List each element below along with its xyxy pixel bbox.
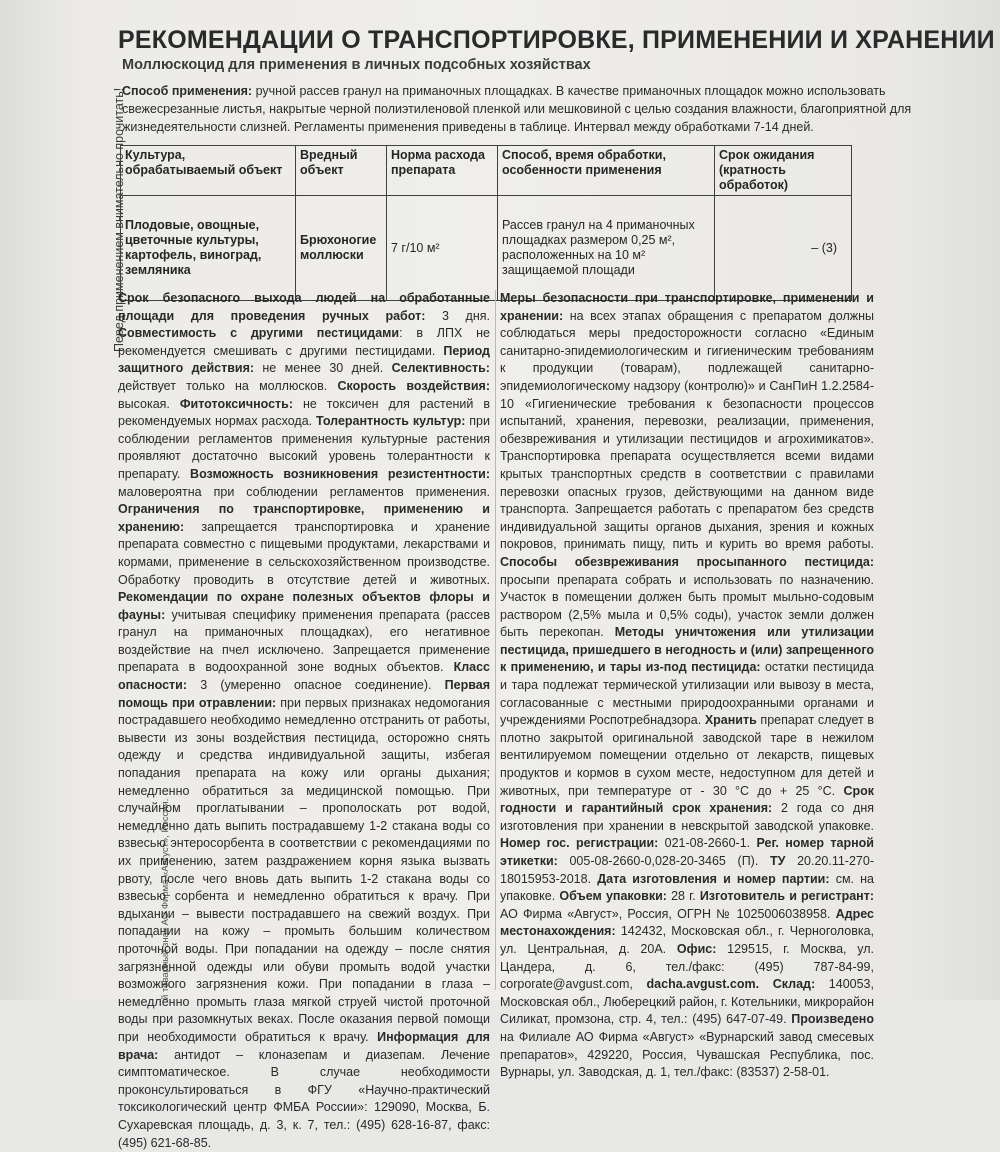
section-label: Класс опасности:: [118, 660, 490, 693]
left-column-text: [118, 290, 490, 1152]
section-text: 129515, г. Москва, ул. Цандера, д. 6, тел./факс: (495) 787-84-99, corporate@avgust.com,: [500, 941, 874, 992]
section-label: Номер гос. регистрации:: [500, 836, 659, 851]
section-text: высокая.: [118, 396, 180, 411]
section-text: АО Фирма «Август», Россия, ОГРН № 1025006038958.: [500, 906, 836, 921]
section-label: Произведено: [791, 1012, 874, 1027]
section-label: Дата изготовления и номер партии:: [597, 871, 830, 886]
section-label: Хранить: [704, 713, 757, 728]
section-text: 28 г.: [666, 889, 700, 904]
section-label: Фитотоксичность:: [179, 396, 294, 411]
section-label: Методы уничтожения или утилизации пестицида, пришедшего в негодность и (или) запрещенного к применению, и тары из-под пестицида:: [500, 625, 875, 675]
side-trademark: й товарный знак АО Фирма «Август», Россия.: [160, 798, 171, 1000]
section-text: не менее 30 дней.: [254, 361, 392, 376]
application-method-label: Способ применения:: [122, 84, 253, 98]
section-label: Ограничения по транспортировке, применению и хранению:: [118, 502, 490, 534]
right-column: [500, 290, 874, 1082]
page-title: РЕКОМЕНДАЦИИ О ТРАНСПОРТИРОВКЕ, ПРИМЕНЕНИИ И ХРАНЕНИИ: [118, 26, 995, 54]
section-text: препарат следует в плотно закрытой оригинальной заводской таре в нежилом вентилируемом помещении отдельно от лекарств, пищевых продуктов и кормов в сухом месте, недоступном для детей и животных, при температуре от - 30 °С до + 25 °С.: [500, 713, 874, 798]
section-text: 005-08-2660-0,028-20-3465 (П).: [557, 854, 770, 868]
section-text: запрещается транспортировка и хранение препарата совместно с пищевыми продуктами, лекарствами и кормами, применение в сельскохозяйственном производстве. Обработку проводить в отсутствие детей и животных.: [118, 519, 490, 587]
website-link[interactable]: dacha.avgust.com.: [646, 977, 760, 992]
section-label: Офис:: [676, 941, 717, 956]
table-cell: – (3): [715, 196, 852, 301]
column-divider: [495, 290, 496, 990]
table-header-row: [121, 146, 852, 196]
table-header-cell: Срок ожидания (кратность обработок): [715, 146, 852, 196]
table-header-cell: Норма расхода препарата: [387, 146, 498, 196]
table-header-cell: Вредный объект: [296, 146, 387, 196]
section-label: Первая помощь при отравлении:: [118, 678, 490, 710]
section-text: не токсичен для растений в рекомендуемых нормах расхода.: [118, 396, 490, 429]
application-method-text: ручной рассев гранул на приманочных площадках. В качестве приманочных площадок можно использовать свежесрезанные листья, накрытые черной полиэтиленовой пленкой или мешковиной с целью создания влажности, благоприятной для жизнедеятельности слизней. Регламенты применения приведены в таблице. Интервал между обработками 7-14 дней.: [122, 84, 912, 134]
section-text: см. на упаковке.: [500, 871, 875, 904]
section-label: Рег. номер тарной этикетки:: [500, 836, 874, 868]
table-header-cell: Способ, время обработки, особенности применения: [498, 146, 715, 196]
application-method: [122, 82, 984, 136]
table-cell: 7 г/10 м²: [387, 196, 498, 301]
section-label: Срок безопасного выхода людей на обработанные площади для проведения ручных работ:: [118, 291, 490, 323]
section-text: 3 (умеренно опасное соединение).: [187, 678, 445, 693]
section-label: Рекомендации по охране полезных объектов флоры и фауны:: [118, 590, 490, 622]
section-label: Объем упаковки:: [559, 889, 667, 904]
left-column: [118, 290, 490, 1152]
section-text: на всех этапах обращения с препаратом должны соблюдаться меры предосторожности согласно «Единым санитарно-эпидемиологическим и гигиеническим требованиям к продукции (товарам), подлежащей санитарно-эпидемиологическому надзору (контролю)» и СанПиН 1.2.2584-10 «Гигиенические требования к безопасности процессов испытаний, хранения, перевозки, реализации, применения, обезвреживания и утилизации пестицидов и агрохимикатов». Транспортировка препарата осуществляется всеми видами крытых транспортных средств в соответствии с правилами перевозки опасных грузов, действующими на данном виде транспорта. Запрещается работать с препаратом без средств индивидуальной защиты органов дыхания, зрения и кожных покровов, принимать пищу, пить и курить во время работы.: [500, 308, 874, 552]
table-cell: Брюхоногие моллюски: [296, 196, 387, 301]
section-text: : в ЛПХ не рекомендуется смешивать с другими пестицидами.: [118, 326, 490, 358]
section-text: 140053, Московская обл., Люберецкий район, г. Котельники, микрорайон Силикат, промзона, стр. 4, тел.: (495) 647-07-49.: [500, 977, 874, 1027]
section-text: остатки пестицида и тара подлежат термической утилизации или вывозу в места, согласованные с местными природоохранными органами и учреждениями Роспотребнадзора.: [500, 660, 875, 728]
section-text: учитывая специфику применения препарата (рассев гранул на приманочных площадках), его негативное воздействие на пчел исключено. Запрещается применение препарата в водоохранной зоне водных объектов.: [118, 607, 490, 675]
section-text: 021-08-2660-1.: [658, 836, 757, 851]
section-label: Способы обезвреживания просыпанного пестицида:: [500, 554, 874, 569]
table-row: [121, 196, 852, 301]
section-text: 142432, Московская обл., г. Черноголовка, ул. Центральная, д. 20А.: [500, 924, 874, 956]
section-label: Толерантность культур:: [316, 414, 466, 429]
section-label: Склад:: [772, 977, 816, 992]
section-label: Скорость воздействия:: [337, 378, 490, 393]
section-text: маловероятна при соблюдении регламентов применения.: [118, 484, 490, 499]
section-label: Селективность:: [391, 361, 490, 376]
section-text: 2 года со дня изготовления при хранении в невскрытой заводской упаковке.: [500, 801, 874, 833]
section-text: просыпи препарата собрать и использовать по назначению. Участок в помещении должен быть промыт мыльно-содовым раствором (2,5% мыла и 0,5% соды), участок земли должен быть перекопан.: [500, 572, 874, 640]
section-label: Период защитного действия:: [118, 343, 490, 376]
application-table: [120, 145, 852, 301]
section-text: действует только на моллюсков.: [118, 378, 338, 393]
section-label: Адрес местонахождения:: [500, 906, 874, 939]
page-subtitle: Моллюскоцид для применения в личных подсобных хозяйствах: [122, 57, 591, 73]
section-label: Информация для врача:: [118, 1029, 490, 1062]
section-label: Совместимость с другими пестицидами: [118, 326, 400, 341]
section-label: Срок годности и гарантийный срок хранения:: [500, 783, 874, 816]
section-text: 20.20.11-270-18015953-2018.: [500, 854, 874, 886]
section-label: Возможность возникновения резистентности:: [190, 466, 490, 481]
section-label: ТУ: [769, 854, 786, 868]
section-text: при первых признаках недомогания пострадавшего необходимо немедленно отстранить от работы, вывести из зоны воздействия пестицида, осторожно снять одежду и средства индивидуальной защиты, избегая попадания препарата на кожу или органы дыхания; немедленно обратиться за медицинской помощью. При случайном проглатывании – прополоскать рот водой, немедленно дать выпить пострадавшему 1-2 стакана воды со взвесью энтеросорбента в соответствии с рекомендациями по их применению, затем раздражением корня языка вызвать рвоту, после чего вновь дать выпить 1-2 стакана воды со взвесью сорбента и немедленно обратиться к врачу. При вдыхании – вывести пострадавшего на свежий воздух. При попадании на кожу – промыть большим количеством проточной воды. При попадании на одежду – после снятия загрязненной одежды или обуви промыть водой участки возможного загрязнения кожи. При попадании в глаза – немедленно промыть глаза мягкой струей чистой проточной воды при разомкнутых веках. После оказания первой помощи при необходимости обратиться к врачу.: [118, 695, 490, 1044]
right-column-text: [500, 290, 874, 1082]
section-text: [759, 977, 773, 991]
section-text: при соблюдении регламентов применения культурные растения проявляют достаточно высокий уровень толерантности к препарату.: [118, 414, 490, 481]
table-header-cell: Культура, обрабатываемый объект: [121, 146, 296, 196]
section-text: 3 дня.: [425, 308, 490, 323]
section-text: антидот – клоназепам и диазепам. Лечение симптоматическое. В случае необходимости проконсультироваться в ФГУ «Научно-практический токсикологический центр ФМБА России»: 129090, Москва, Б. Сухаревская площадь, д. 3, к. 7, тел.: (495) 628-16-87, факс: (495) 621-68-85.: [118, 1047, 490, 1150]
table-cell: Плодовые, овощные, цветочные культуры, картофель, виноград, земляника: [121, 196, 296, 301]
section-label: Изготовитель и регистрант:: [699, 889, 875, 904]
table-cell: Рассев гранул на 4 приманочных площадках размером 0,25 м², расположенных на 10 м² защищаемой площади: [498, 196, 715, 301]
section-text: на Филиале АО Фирма «Август» «Вурнарский завод смесевых препаратов», 429220, Россия, Чувашская Республика, пос. Вурнары, ул. Заводская, д. 1, тел./факс: (83537) 2-58-01.: [500, 1029, 874, 1080]
section-label: Меры безопасности при транспортировке, применении и хранении:: [500, 291, 874, 323]
side-warning: Перед применением внимательно прочитать!: [112, 87, 126, 352]
